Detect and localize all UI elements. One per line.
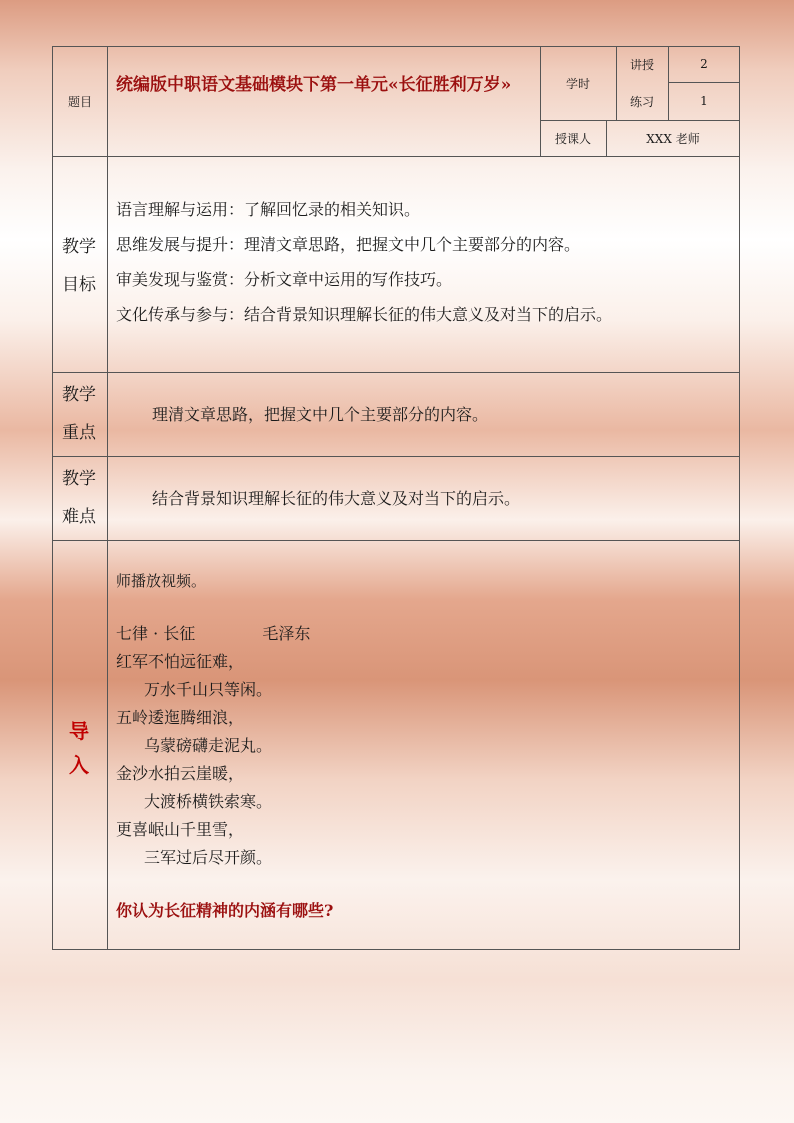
table-border-right xyxy=(739,46,740,950)
poem-line: 万水千山只等闲。 xyxy=(144,680,273,699)
lesson-plan-table xyxy=(52,46,740,950)
table-border-bottom xyxy=(52,949,740,950)
lecture-value: 2 xyxy=(700,57,708,71)
poem-heading xyxy=(116,620,310,648)
objective-item: 文化传承与参与：结合背景知识理解长征的伟大意义及对当下的启示。 xyxy=(116,305,613,324)
divider-header-objectives xyxy=(52,156,740,157)
difficulties-text: 结合背景知识理解长征的伟大意义及对当下的启示。 xyxy=(152,489,521,508)
intro-label-line2: 入 xyxy=(69,753,89,777)
key-points-label-line2: 重点 xyxy=(62,423,96,443)
title-label: 题目 xyxy=(67,94,92,109)
objectives-list xyxy=(116,192,612,332)
hours-label: 学时 xyxy=(565,76,590,91)
teacher-label: 授课人 xyxy=(554,131,591,146)
divider-difficulties-intro xyxy=(52,540,740,541)
lesson-title: 统编版中职语文基础模块下第一单元«长征胜利万岁» xyxy=(116,75,512,95)
intro-text: 师播放视频。 xyxy=(116,572,207,590)
objective-item: 思维发展与提升：理清文章思路，把握文中几个主要部分的内容。 xyxy=(116,235,581,254)
divider-objectives-keypoints xyxy=(52,372,740,373)
intro-label xyxy=(52,714,106,782)
poem-author: 毛泽东 xyxy=(262,624,311,643)
lecture-label: 讲授 xyxy=(629,57,654,72)
poem-line: 金沙水拍云崖暖， xyxy=(116,764,245,783)
key-points-label xyxy=(52,376,106,452)
discussion-question: 你认为长征精神的内涵有哪些? xyxy=(116,901,334,920)
key-points-text: 理清文章思路，把握文中几个主要部分的内容。 xyxy=(152,405,489,424)
poem xyxy=(116,620,310,872)
objective-item: 审美发现与鉴赏：分析文章中运用的写作技巧。 xyxy=(116,270,453,289)
practice-label: 练习 xyxy=(629,94,654,109)
poem-line: 乌蒙磅礴走泥丸。 xyxy=(144,736,273,755)
objectives-label-line2: 目标 xyxy=(62,275,96,295)
divider-keypoints-difficulties xyxy=(52,456,740,457)
difficulties-label-line2: 难点 xyxy=(62,507,96,527)
practice-value: 1 xyxy=(700,94,708,108)
objective-item: 语言理解与运用：了解回忆录的相关知识。 xyxy=(116,200,421,219)
poem-line: 五岭逶迤腾细浪， xyxy=(116,708,245,727)
poem-line: 三军过后尽开颜。 xyxy=(144,848,273,867)
intro-label-line1: 导 xyxy=(69,719,89,743)
objectives-label xyxy=(52,228,106,304)
poem-line: 红军不怕远征难， xyxy=(116,652,245,671)
objectives-label-line1: 教学 xyxy=(62,237,96,257)
poem-line: 大渡桥横铁索寒。 xyxy=(144,792,273,811)
poem-title: 七律 · 长征 xyxy=(116,624,196,643)
teacher-value: XXX 老师 xyxy=(646,131,700,146)
key-points-label-line1: 教学 xyxy=(62,385,96,405)
difficulties-label-line1: 教学 xyxy=(62,469,96,489)
difficulties-label xyxy=(52,460,106,536)
poem-line: 更喜岷山千里雪， xyxy=(116,820,245,839)
label-column-divider xyxy=(107,46,108,950)
